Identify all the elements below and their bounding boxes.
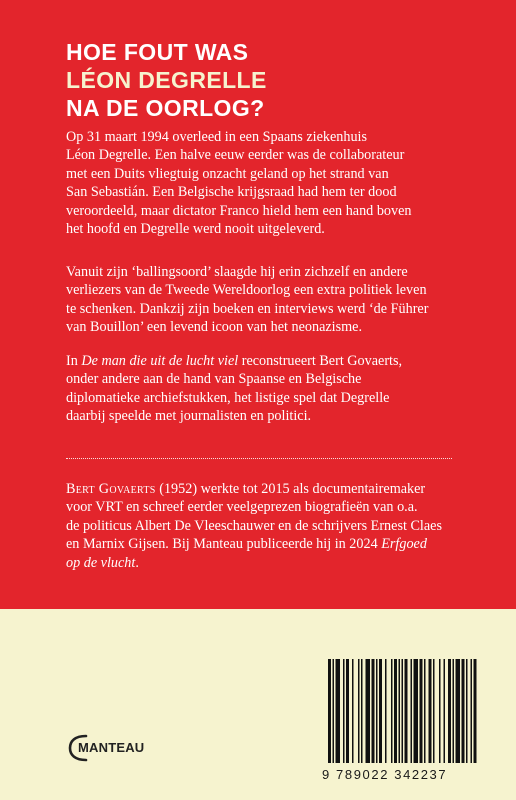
barcode-bar [433,659,435,763]
barcode-bar [372,659,375,763]
barcode-bar [361,659,363,763]
barcode-bar [333,659,335,763]
barcode-bar [420,659,423,763]
barcode-bar [462,659,465,763]
barcode-bar [394,659,397,763]
publisher-logo [66,733,176,763]
blurb-paragraph-2: Vanuit zijn ‘ballingsoord’ slaagde hij erin zichzelf en andere verliezers van de Tweede Wereldoorlog een extra politiek leven te schenken. Dankzij zijn boeken en interviews werd ‘de Führer van Bouillon’ een levend icoon van het neonazisme. [66,264,429,336]
barcode-bar [336,659,341,763]
barcode-bar [343,659,345,763]
barcode-bar [385,659,387,763]
barcode-bar [405,659,408,763]
barcode-bar [429,659,432,763]
barcode-bar [328,659,331,763]
barcode-bar [466,659,468,763]
barcode-bar [352,659,354,763]
barcode-bar [399,659,401,763]
book-title: De man die uit de lucht viel [81,353,239,369]
dotted-divider [66,458,452,459]
barcode-bar [346,659,349,763]
previous-book-title: Erfgoed [381,536,427,553]
publisher-name: MANTEAU [78,740,145,755]
barcode-bar [391,659,393,763]
barcode-bar [424,659,426,763]
barcode-bar [366,659,371,763]
barcode-bar [444,659,446,763]
barcode-bar [376,659,378,763]
blurb-paragraph-3: In De man die uit de lucht viel reconstrueert Bert Govaerts, onder andere aan de hand van Spaanse en Belgische diplomatieke archiefstukken, het listige spel dat Degrelle daarbij speelde met journalisten en politici. [66,353,403,425]
barcode-bar [448,659,451,763]
author-bio: Bert Govaerts (1952) werkte tot 2015 als documentairemaker voor VRT en schreef eerder veelgeprezen biografieën van o.a. de politicus Albert De Vleeschauwer en de schrijvers Ernest Claes en Marnix Gijsen. Bij Manteau publiceerde hij in 2024 Erfgoed op de vlucht. [66,481,442,571]
isbn-barcode [322,659,484,784]
barcode-bar [411,659,413,763]
barcode-bar [414,659,419,763]
barcode-bar [474,659,477,763]
barcode-bar [379,659,382,763]
cover-headline [66,38,267,122]
headline-line-1: HOE FOUT WAS [66,39,249,65]
isbn-number: 9 789022 342237 [322,767,448,782]
barcode-bar [453,659,455,763]
blurb-paragraph-1: Op 31 maart 1994 overleed in een Spaans ziekenhuis Léon Degrelle. Een halve eeuw eerder was de collaborateur met een Duits vliegtuig onzacht geland op het strand van San Sebastián. Een Belgische krijgsraad had hem ter dood veroordeeld, maar dictator Franco hield hem een hand boven het hoofd en Degrelle werd nooit uitgeleverd. [66,129,412,238]
barcode-bar [402,659,404,763]
barcode-bar [456,659,461,763]
barcode-bar [358,659,360,763]
barcode-bar [439,659,441,763]
author-name: Bert Govaerts [66,481,156,497]
headline-line-2: LÉON DEGRELLE [66,67,267,93]
headline-line-3: NA DE OORLOG? [66,95,265,121]
barcode-bars [328,659,478,763]
barcode-bar [471,659,473,763]
